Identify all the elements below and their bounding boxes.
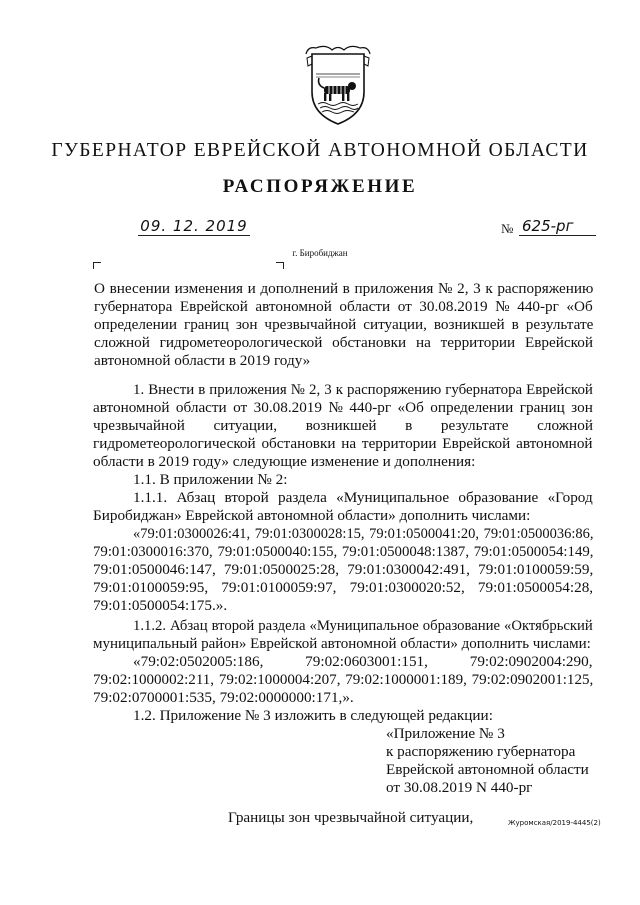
body-line: «79:01:0300026:41, 79:01:0300028:15, 79:01:0500041:20, 79:01:0500036:86, xyxy=(133,526,594,542)
body-line: 79:01:0500054:175.». xyxy=(93,597,228,614)
body-line: 79:02:0700001:535, 79:02:0000000:171,». xyxy=(93,689,354,706)
boundaries-title: Границы зон чрезвычайной ситуации, xyxy=(228,809,474,826)
body-line: муниципальный район» Еврейской автономной области» дополнить числами: xyxy=(93,636,591,652)
appendix-line: Еврейской автономной области xyxy=(386,761,589,778)
governor-title: ГУБЕРНАТОР ЕВРЕЙСКОЙ АВТОНОМНОЙ ОБЛАСТИ xyxy=(51,140,589,161)
order-date: 09. 12. 2019 xyxy=(138,217,250,236)
subject-line: О внесении изменения и дополнений в приложения № 2, 3 к распоряжению xyxy=(94,280,594,297)
body-line: гидрометеорологической обстановки на территории Еврейской автономной xyxy=(93,435,593,452)
appendix-line: к распоряжению губернатора xyxy=(386,743,576,760)
city-label: г. Биробиджан xyxy=(292,248,348,258)
body-line: 1.2. Приложение № 3 изложить в следующей редакции: xyxy=(133,707,493,724)
body-line: 1.1. В приложении № 2: xyxy=(133,471,288,488)
appendix-line: «Приложение № 3 xyxy=(386,725,505,742)
document-registration-code: Журомская/2019-4445(2) xyxy=(508,819,601,827)
body-line: чрезвычайной ситуации, возникшей в результате сложной xyxy=(93,417,593,434)
order-number: 625-рг xyxy=(519,217,596,236)
body-line: «79:02:0502005:186, 79:02:0603001:151, 79:02:0902004:290, xyxy=(133,653,593,670)
body-line: автономной области от 30.08.2019 № 440-рг «Об определении границ зон xyxy=(93,399,593,416)
subject-line: определении границ зон чрезвычайной ситуации, возникшей в результате xyxy=(94,316,594,333)
subject-line: губернатора Еврейской автономной области от 30.08.2019 № 440-рг «Об xyxy=(94,298,593,315)
body-line: 1.1.2. Абзац второй раздела «Муниципальное образование «Октябрьский xyxy=(133,618,593,634)
subject-line: сложной гидрометеорологической обстановки на территории Еврейской xyxy=(94,334,593,351)
document-type-title: РАСПОРЯЖЕНИЕ xyxy=(222,176,418,197)
body-line: 79:01:0300016:370, 79:01:0500040:155, 79:01:0500048:1387, 79:01:0500054:149, xyxy=(93,544,594,560)
subject-corner-mark-right xyxy=(276,262,284,269)
body-line: 79:01:0500046:147, 79:01:0500025:28, 79:01:0300042:491, 79:01:0100059:59, xyxy=(93,561,594,578)
subject-line: автономной области в 2019 году» xyxy=(94,352,311,369)
body-line: 1. Внести в приложения № 2, 3 к распоряжению губернатора Еврейской xyxy=(133,382,593,398)
body-line: 1.1.1. Абзац второй раздела «Муниципальное образование «Город xyxy=(133,489,593,506)
body-line: 79:02:1000002:211, 79:02:1000004:207, 79:02:1000001:189, 79:02:0902001:125, xyxy=(93,672,594,688)
body-line: области в 2019 году» следующие изменение и дополнения: xyxy=(93,453,476,470)
body-line: 79:01:0100059:95, 79:01:0100059:97, 79:01:0300020:52, 79:01:0500054:28, xyxy=(93,579,594,596)
coat-of-arms-emblem xyxy=(302,44,374,128)
appendix-line: от 30.08.2019 N 440-рг xyxy=(386,779,533,796)
subject-corner-mark-left xyxy=(93,262,101,269)
body-line: Биробиджан» Еврейской автономной области» дополнить числами: xyxy=(93,507,531,524)
number-sign: № xyxy=(501,221,514,236)
